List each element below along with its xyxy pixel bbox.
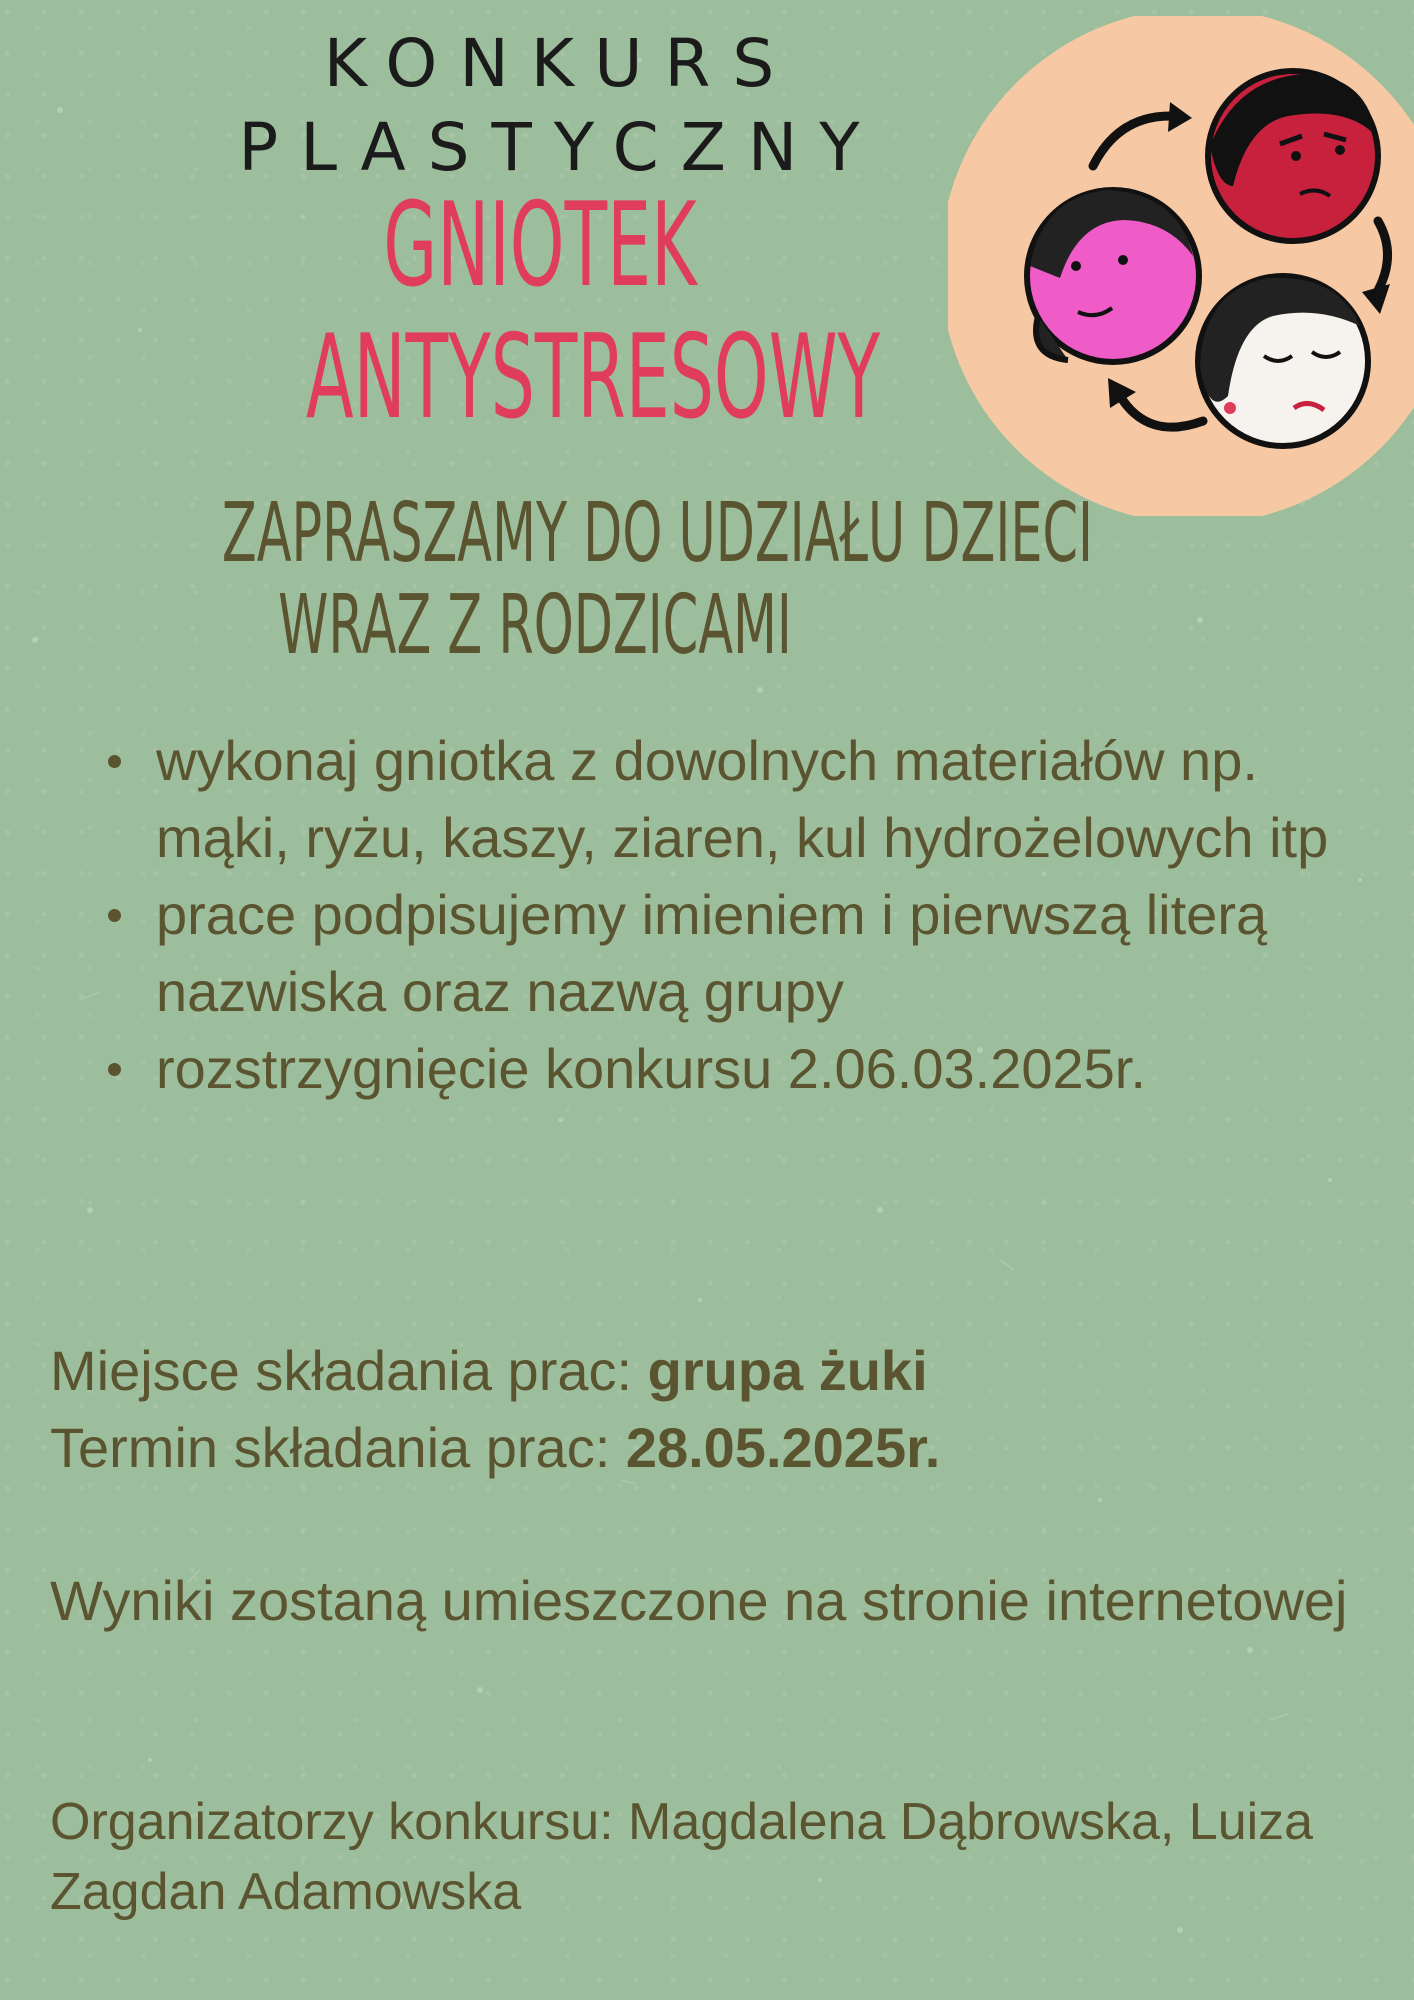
rule-item-results-date: rozstrzygnięcie konkursu 2.06.03.2025r.	[100, 1030, 1360, 1107]
contest-type-heading	[200, 22, 920, 190]
submission-info	[50, 1332, 1370, 1486]
stress-ball-faces-icon	[948, 16, 1414, 516]
invitation-line-1: ZAPRASZAMY DO UDZIAŁU DZIECI	[221, 486, 1093, 581]
place-value: grupa żuki	[647, 1339, 928, 1402]
submission-place	[50, 1332, 1370, 1409]
rule-item-materials: wykonaj gniotka z dowolnych materiałów np. mąki, ryżu, kaszy, ziaren, kul hydrożelowych itp	[100, 722, 1360, 876]
invitation-line-2: WRAZ Z RODZICAMI	[278, 578, 792, 673]
title-line-antystresowy: ANTYSTRESOWY	[306, 310, 881, 445]
heading-line-konkurs: KONKURS	[323, 25, 797, 102]
place-label: Miejsce składania prac:	[50, 1339, 648, 1402]
invitation-heading	[30, 486, 1093, 673]
title-line-gniotek: GNIOTEK	[383, 178, 697, 313]
deadline-value: 28.05.2025r.	[625, 1416, 941, 1479]
rules-list	[100, 722, 1360, 1107]
results-notice: Wyniki zostaną umieszczone na stronie internetowej	[50, 1569, 1348, 1632]
heading-line-plastyczny: PLASTYCZNY	[238, 109, 882, 186]
rule-item-signing: prace podpisujemy imieniem i pierwszą literą nazwiska oraz nazwą grupy	[100, 876, 1360, 1030]
submission-deadline	[50, 1409, 1370, 1486]
contest-title	[150, 180, 930, 444]
organizers-notice: Organizatorzy konkursu: Magdalena Dąbrowska, Luiza Zagdan Adamowska	[50, 1793, 1314, 1921]
deadline-label: Termin składania prac:	[50, 1416, 626, 1479]
